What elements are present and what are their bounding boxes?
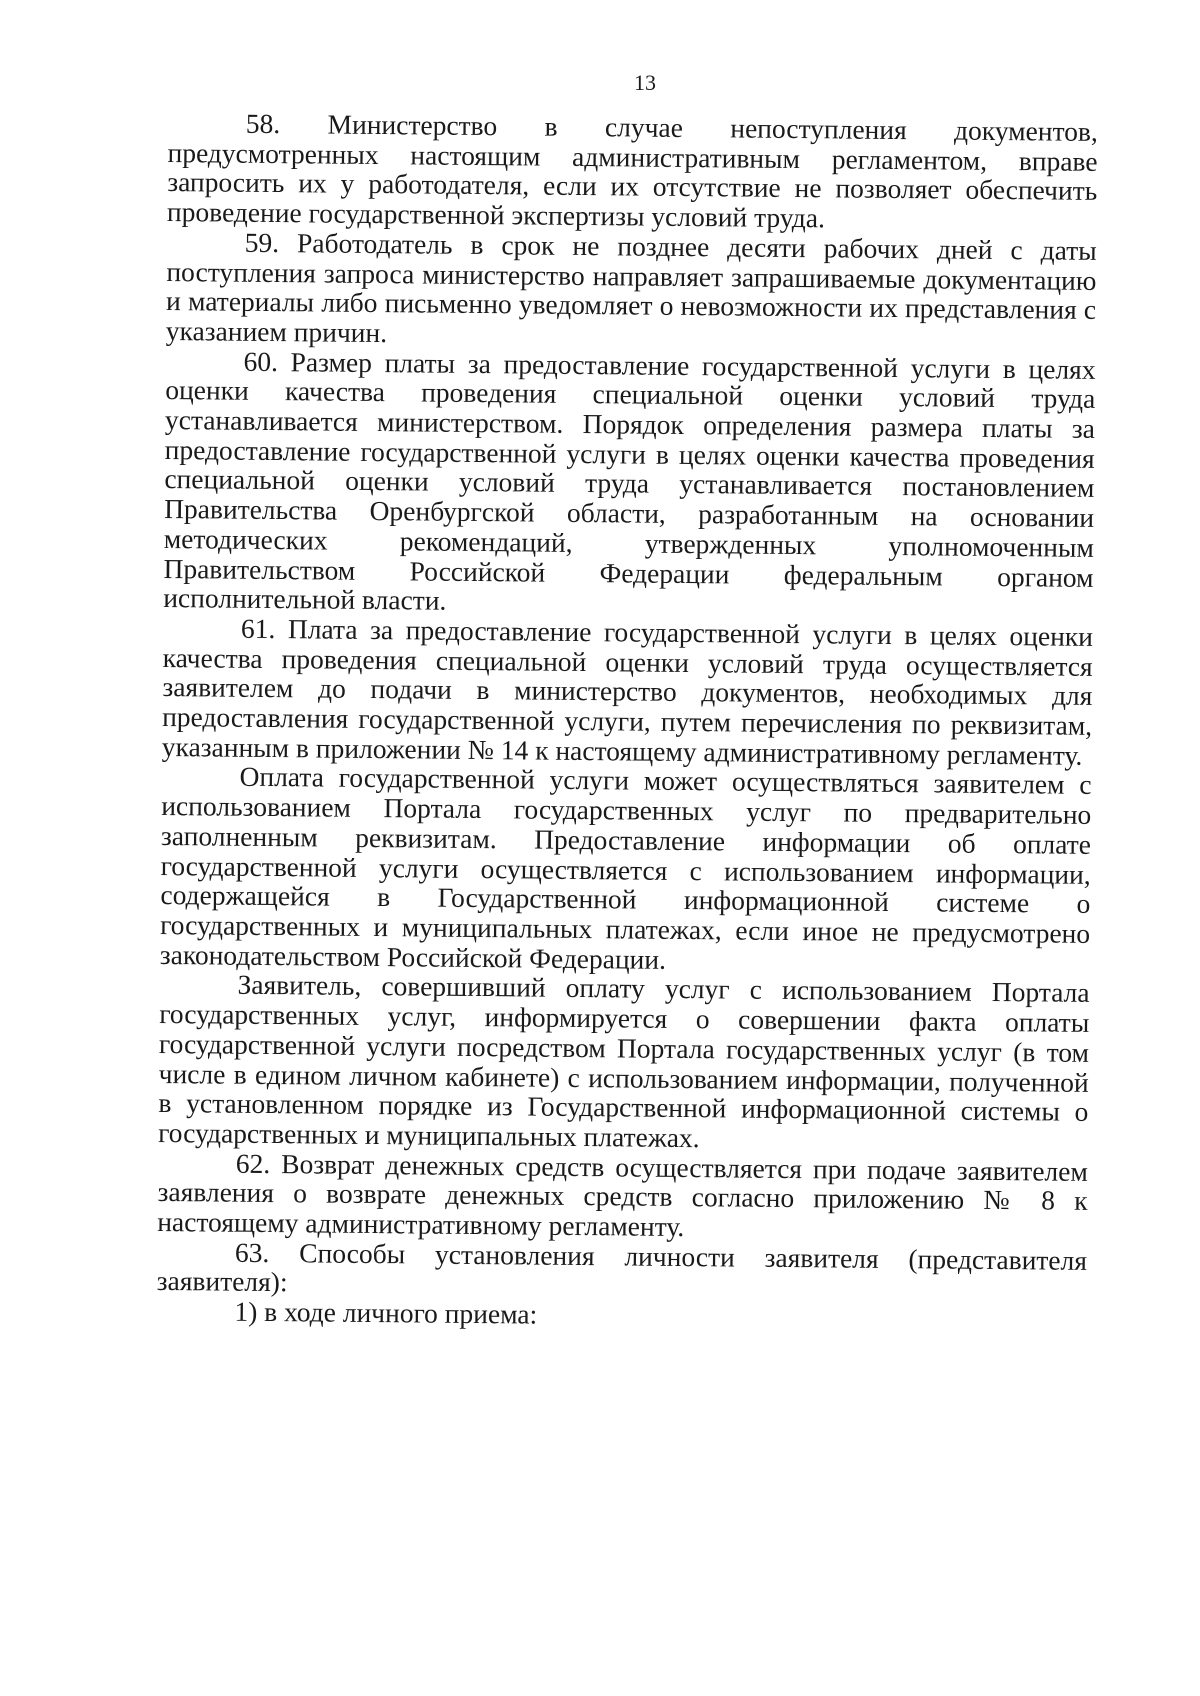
paragraph-59: 59. Работодатель в срок не позднее десяти рабочих дней с даты поступления запроса министерство направляет запрашиваемые документацию и материалы либо письменно уведомляет о невозможности их представления с указанием причин. <box>165 226 1097 349</box>
paragraph-63: 63. Способы установления личности заявителя (представителя заявителя): <box>156 1236 1088 1298</box>
paragraph-applicant-informed: Заявитель, совершивший оплату услуг с использованием Портала государственных услуг, информируется о совершении факта оплаты государственной услуги посредством Портала государственных услуг (в том числе в едином личном кабинете) с использованием информации, полученной в установленном порядке из Государственной информационной системы о государственных и муниципальных платежах. <box>158 969 1090 1154</box>
paragraph-60: 60. Размер платы за предоставление государственной услуги в целях оценки качества проведения специальной оценки условий труда устанавливается министерством. Порядок определения размера платы за предоставление государственной услуги в целях оценки качества проведения специальной оценки условий труда устанавливается постановлением Правительства Оренбургской области, разработанным на основании методических рекомендаций, утвержденных уполномоченным Правительством Российской Федерации федеральным органом исполнительной власти. <box>163 345 1096 616</box>
document-body <box>156 108 1098 1335</box>
paragraph-58: 58. Министерство в случае непоступления документов, предусмотренных настоящим административным регламентом, вправе запросить их у работодателя, если их отсутствие не позволяет обеспечить проведение государственной экспертизы условий труда. <box>166 107 1098 234</box>
paragraph-62: 62. Возврат денежных средств осуществляется при подаче заявителем заявления о возврате денежных средств согласно приложению № 8 к настоящему административному регламенту. <box>157 1147 1088 1243</box>
paragraph-61: 61. Плата за предоставление государственной услуги в целях оценки качества проведения специальной оценки условий труда осуществляется заявителем до подачи в министерство документов, необходимых для предоставления государственной услуги, путем перечисления по реквизитам, указанным в приложении № 14 к настоящему административному регламенту. <box>161 612 1094 771</box>
list-item-personal-reception: 1) в ходе личного приема: <box>234 1295 538 1330</box>
page-number: 13 <box>634 70 656 95</box>
paragraph-payment-portal: Оплата государственной услуги может осуществляться заявителем с использованием Портала государственных услуг по предварительно заполненным реквизитам. Предоставление информации об оплате государственной услуги осуществляется с использованием информации, содержащейся в Государственной информационной системе о государственных и муниципальных платежах, если иное не предусмотрено законодательством Российской Федерации. <box>159 761 1092 975</box>
